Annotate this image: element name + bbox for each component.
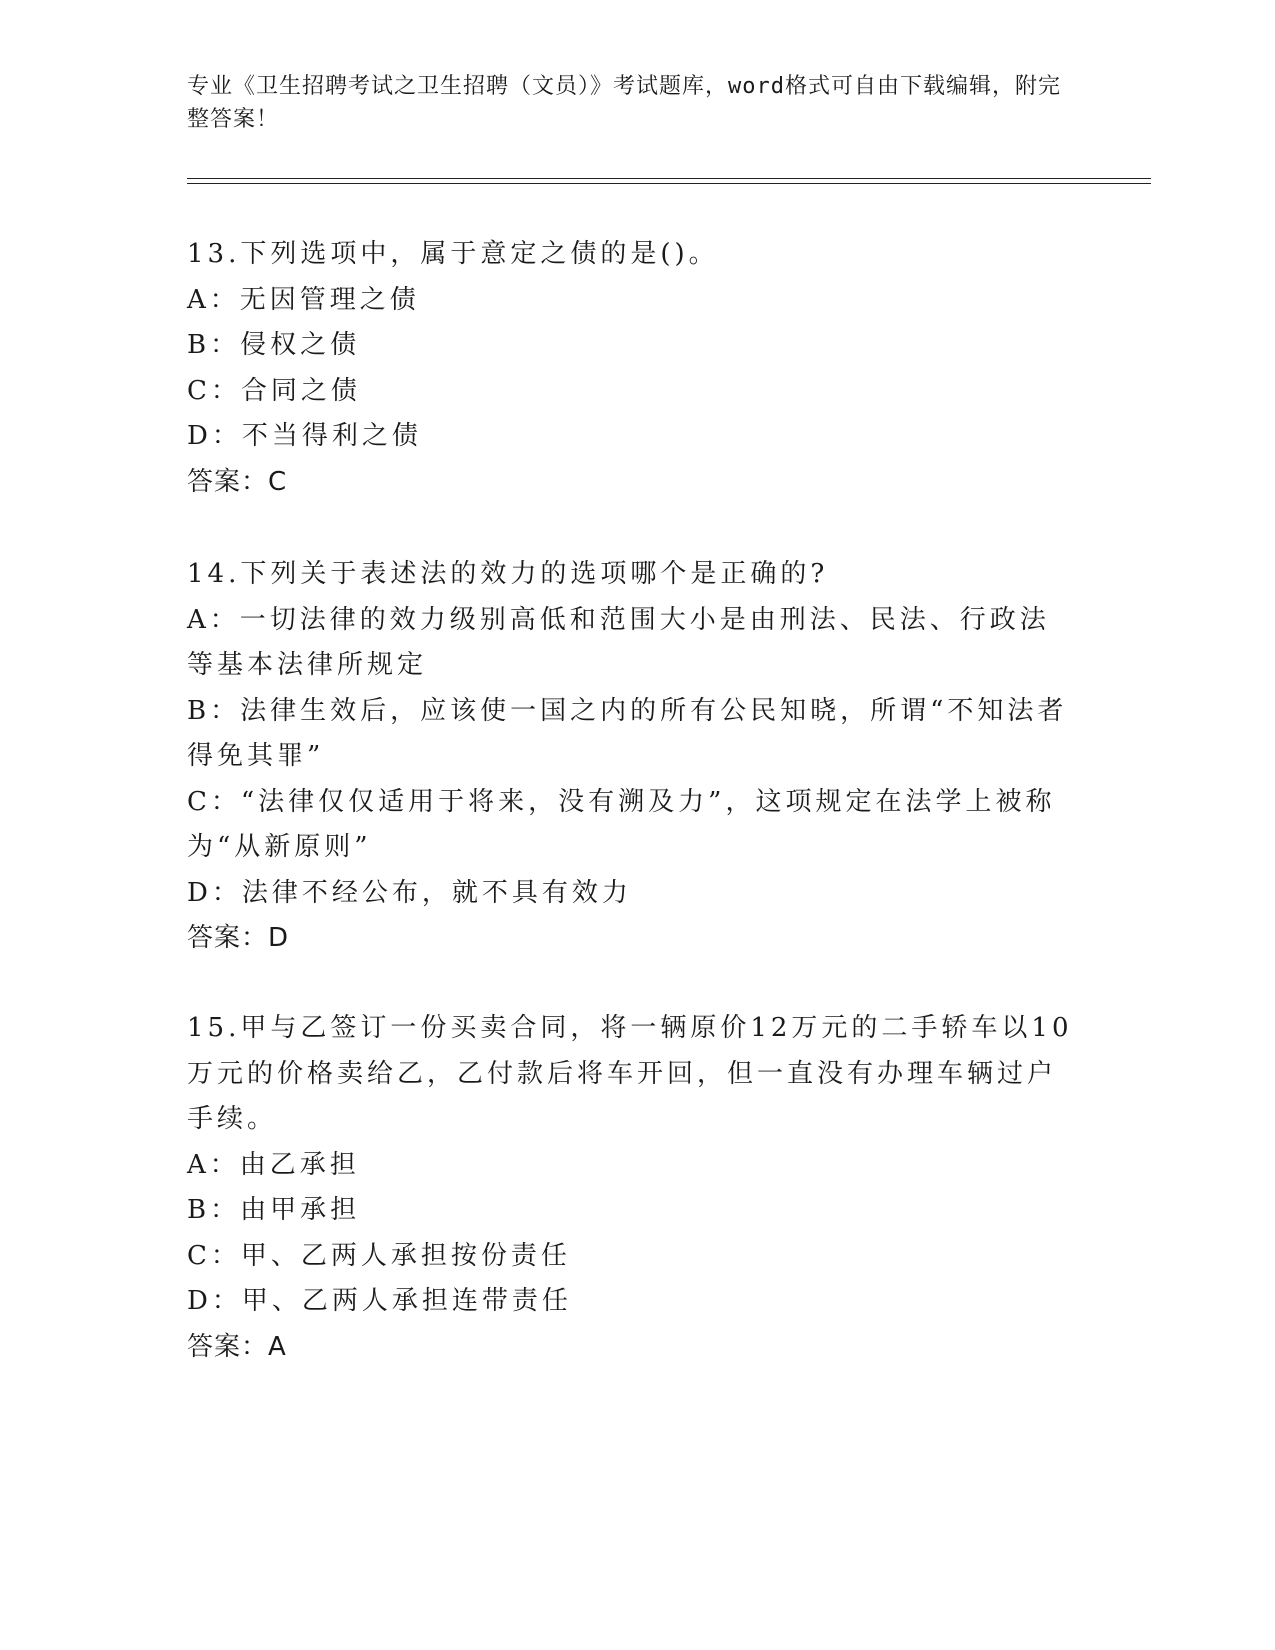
option-a: A：无因管理之债	[187, 284, 420, 315]
option-a: A：一切法律的效力级别高低和范围大小是由刑法、民法、行政法等基本法律所规定	[187, 604, 1050, 680]
option-d: D：甲、乙两人承担连带责任	[187, 1286, 572, 1316]
answer-line: 答案：A	[187, 1331, 287, 1362]
header-divider-top	[187, 178, 1151, 179]
header-divider-bottom	[187, 183, 1151, 184]
question-13	[187, 232, 1077, 505]
option-c: C：甲、乙两人承担按份责任	[187, 1240, 571, 1271]
question-15	[187, 1006, 1077, 1370]
option-b: B：侵权之债	[187, 330, 361, 360]
option-c: C：合同之债	[187, 375, 361, 406]
option-a: A：由乙承担	[187, 1149, 360, 1180]
option-b: B：法律生效后，应该使一国之内的所有公民知晓，所谓“不知法者得免其罪”	[187, 695, 1068, 771]
answer-line: 答案：D	[187, 923, 290, 953]
document-header: 专业《卫生招聘考试之卫生招聘（文员）》考试题库，word格式可自由下载编辑，附完整答案！	[187, 74, 1061, 132]
question-stem: 15.甲与乙签订一份买卖合同，将一辆原价12万元的二手轿车以10万元的价格卖给乙，乙付款后将车开回，但一直没有办理车辆过户手续。	[187, 1013, 1073, 1134]
question-14	[187, 552, 1077, 962]
question-stem: 14.下列关于表述法的效力的选项哪个是正确的?	[187, 559, 829, 589]
option-b: B：由甲承担	[187, 1195, 361, 1225]
option-c: C：“法律仅仅适用于将来，没有溯及力”，这项规定在法学上被称为“从新原则”	[187, 786, 1056, 862]
question-stem: 13.下列选项中，属于意定之债的是()。	[187, 239, 719, 269]
answer-line: 答案：C	[187, 466, 288, 497]
option-d: D：不当得利之债	[187, 421, 422, 451]
option-d: D：法律不经公布，就不具有效力	[187, 877, 632, 908]
